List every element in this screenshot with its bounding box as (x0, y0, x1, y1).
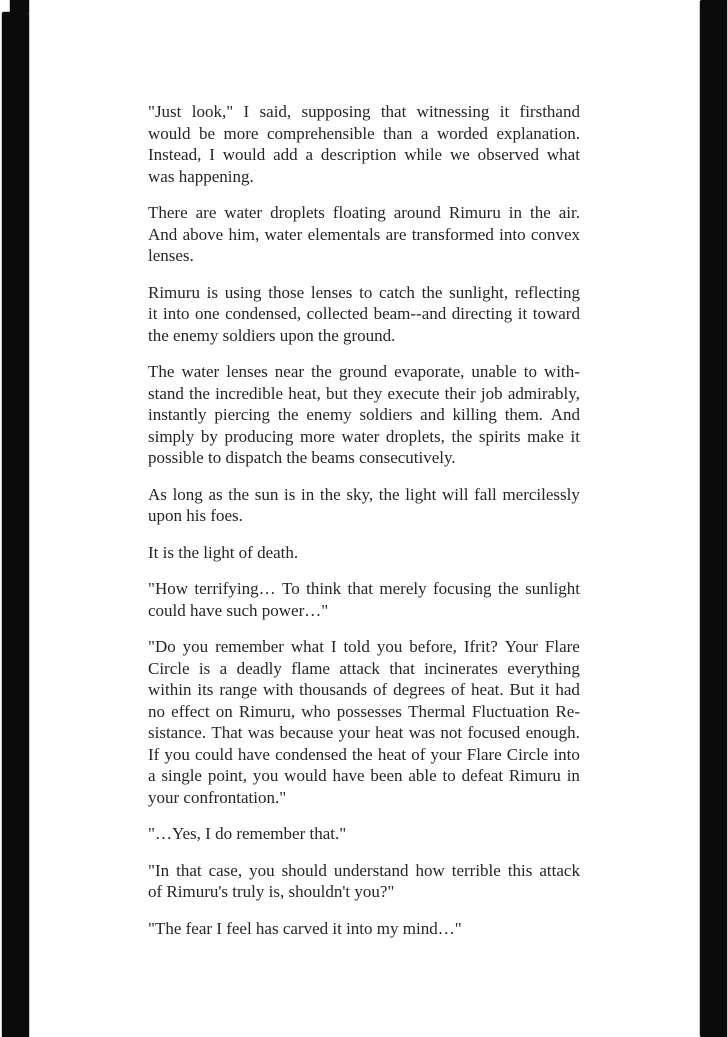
word: those (268, 282, 305, 302)
text-line: your confrontation." (148, 787, 287, 807)
word: mercilessly (502, 484, 580, 504)
word: attack (339, 658, 380, 678)
word: Re- (555, 701, 580, 721)
word: toward (532, 304, 580, 323)
word: I (243, 102, 250, 121)
word: that (347, 579, 373, 598)
word: that (389, 658, 415, 678)
word: catch (379, 282, 415, 302)
scan-edge-right-bar (700, 0, 727, 1037)
word: their (444, 383, 476, 403)
word: its (197, 680, 214, 699)
word: are (385, 224, 407, 244)
word: merely (379, 579, 427, 598)
word: before, (409, 637, 457, 656)
word: it (148, 304, 158, 323)
scan-edge-left-nub (10, 0, 29, 14)
word: not (440, 723, 463, 742)
word: enough. (525, 723, 580, 742)
text-line (148, 123, 580, 145)
word: is (284, 484, 296, 504)
word: heat, (288, 383, 321, 403)
word: would (284, 766, 327, 785)
word: what (290, 637, 324, 656)
text-line: upon his foes. (148, 506, 243, 525)
word: sunlight, (449, 282, 509, 302)
word: within (148, 680, 192, 699)
word: the (277, 405, 299, 424)
word: air. (558, 203, 580, 222)
text-line: "The fear I feel has carved it into my mind…" (148, 918, 462, 938)
text-line (148, 144, 580, 166)
word: collected (306, 304, 369, 323)
word: And (550, 405, 580, 424)
word: are (195, 203, 217, 222)
word: degrees (393, 680, 446, 699)
word: was (408, 723, 436, 742)
word: no (148, 701, 165, 721)
text-line: lenses. (148, 246, 194, 265)
word: the (228, 484, 250, 504)
word: heat (377, 744, 407, 764)
word: because (279, 723, 334, 742)
word: is (206, 282, 218, 302)
word: focused (467, 723, 521, 742)
word: enemy (306, 405, 352, 424)
word: instantly (148, 405, 207, 424)
word: terrifying… (194, 579, 276, 598)
word: evaporate, (394, 362, 465, 381)
word: possesses (336, 701, 402, 721)
word: into (163, 304, 190, 323)
word: by (200, 426, 218, 446)
word: had (555, 680, 580, 699)
paragraph (148, 202, 580, 267)
text-line: It is the light of death. (148, 542, 299, 562)
word: Rimuru (148, 282, 200, 302)
word: everything (507, 658, 580, 678)
text-line (148, 860, 580, 882)
word: the (189, 383, 210, 403)
word: unable (471, 362, 517, 381)
word: sky, (346, 484, 374, 504)
text-line (148, 101, 580, 123)
word: "How (148, 579, 188, 598)
text-line (148, 404, 580, 426)
word: while (404, 145, 443, 164)
word: be (199, 123, 216, 143)
word: sun (254, 484, 279, 504)
word: of (411, 744, 426, 764)
word: than (383, 123, 413, 143)
paragraph (148, 542, 580, 564)
word: who (301, 701, 331, 721)
word: Fluctuation (471, 701, 550, 721)
text-line (148, 224, 580, 246)
word: able (408, 766, 437, 785)
word: look," (191, 102, 234, 121)
word: The (148, 362, 175, 381)
word: to (359, 282, 373, 302)
text-line: possible to dispatch the beams consecutively. (148, 448, 456, 467)
paragraph (148, 918, 580, 940)
word: Rimuru (448, 203, 501, 222)
word: but (326, 383, 348, 403)
word: the (319, 484, 341, 504)
word: water (181, 362, 220, 381)
word: terrible (451, 860, 501, 880)
word: your (430, 744, 462, 764)
word: the (530, 203, 551, 222)
word: To (282, 579, 300, 598)
word: it (517, 304, 528, 323)
word: told (343, 637, 370, 656)
word: single (161, 766, 202, 785)
word: floating (332, 203, 386, 222)
word: would (148, 123, 191, 143)
word: more (300, 426, 335, 446)
word: witnessing (416, 102, 490, 121)
word: with (263, 680, 294, 699)
word: thousands (299, 680, 368, 699)
word: incinerates (424, 658, 498, 678)
word: think (306, 579, 342, 598)
word: what (546, 145, 580, 164)
text-line (148, 679, 580, 701)
word: directing (451, 304, 513, 323)
word: add (273, 145, 298, 164)
page-text-block (148, 101, 580, 954)
word: Circle (148, 658, 190, 678)
word: in (301, 484, 315, 504)
word: light (405, 484, 437, 504)
word: convex (530, 224, 580, 244)
word: description (320, 145, 397, 164)
text-line (148, 701, 580, 723)
word: in (508, 203, 523, 222)
word: one (195, 304, 220, 323)
word: droplets, (385, 426, 445, 446)
word: was (247, 723, 275, 742)
word: effect (171, 701, 210, 721)
word: incredible (215, 383, 284, 403)
word: it (499, 102, 510, 121)
word: as (208, 484, 223, 504)
word: to (523, 362, 537, 381)
word: you (249, 860, 275, 880)
word: Circle (506, 744, 549, 764)
word: Ifrit? (463, 637, 498, 656)
word: would (222, 145, 266, 164)
paragraph (148, 578, 580, 621)
text-line (148, 578, 580, 600)
word: ground (338, 362, 388, 381)
word: That (211, 723, 243, 742)
word: to (442, 766, 456, 785)
paragraph (148, 282, 580, 347)
word: piercing (214, 405, 271, 424)
word: water (264, 224, 303, 244)
word: him, (228, 224, 260, 244)
word: supposing (301, 102, 371, 121)
text-line (148, 383, 580, 405)
word: water (224, 203, 263, 222)
word: on (215, 701, 233, 721)
word: flame (291, 658, 330, 678)
word: we (449, 145, 470, 164)
word: transformed (411, 224, 494, 244)
word: elementals (307, 224, 381, 244)
word: said, (259, 102, 292, 121)
word: simply (148, 426, 195, 446)
word: the (497, 579, 519, 598)
word: have (332, 766, 365, 785)
word: job (480, 383, 503, 403)
word: focusing (433, 579, 492, 598)
word: into (499, 224, 526, 244)
word: execute (387, 383, 440, 403)
text-line (148, 303, 580, 325)
word: them. (504, 405, 543, 424)
word: sistance. (148, 723, 207, 742)
paragraph (148, 860, 580, 903)
word: into (553, 744, 580, 764)
word: that (380, 102, 407, 121)
word: As (148, 484, 167, 504)
text-line (148, 744, 580, 766)
paragraph (148, 361, 580, 469)
word: Flare (544, 637, 580, 656)
word: fall (474, 484, 497, 504)
word: a (148, 766, 156, 785)
word: it (539, 680, 550, 699)
word: killing (452, 405, 497, 424)
word: should (281, 860, 327, 880)
paragraph (148, 636, 580, 808)
word: they (352, 383, 383, 403)
text-line (148, 658, 580, 680)
word: spirits (478, 426, 521, 446)
word: understand (333, 860, 409, 880)
word: will (442, 484, 469, 504)
word: you (252, 766, 279, 785)
word: producing (224, 426, 294, 446)
word: And (148, 224, 178, 244)
word: There (148, 203, 188, 222)
word: been (370, 766, 403, 785)
word: worded (436, 123, 488, 143)
word: comprehensible (266, 123, 375, 143)
word: long (172, 484, 203, 504)
word: more (223, 123, 259, 143)
word: have (237, 744, 270, 764)
word: with- (544, 362, 580, 381)
word: water (341, 426, 380, 446)
text-line: "…Yes, I do remember that." (148, 824, 347, 843)
word: attack (539, 860, 580, 880)
word: how (415, 860, 445, 880)
word: the (351, 744, 373, 764)
word: Your (504, 637, 538, 656)
word: that (176, 860, 202, 880)
word: I (209, 145, 215, 164)
word: it (570, 426, 580, 446)
word: deadly (236, 658, 282, 678)
word: above (182, 224, 224, 244)
paragraph (148, 101, 580, 187)
text-line: was happening. (148, 166, 254, 186)
word: your (338, 723, 370, 742)
word: make (527, 426, 564, 446)
word: near (274, 362, 305, 381)
word: a (420, 123, 429, 143)
word: Rimuru, (238, 701, 296, 721)
word: and (420, 405, 445, 424)
word: sunlight (525, 579, 580, 598)
text-line (148, 484, 580, 506)
word: lenses (226, 362, 268, 381)
word: defeat (461, 766, 504, 785)
word: "In (148, 860, 170, 880)
word: a (305, 145, 314, 164)
word: this (507, 860, 533, 880)
word: firsthand (519, 102, 580, 121)
word: "Just (148, 102, 182, 121)
text-line (148, 282, 580, 304)
word: reflecting (514, 282, 580, 302)
word: explanation. (496, 123, 580, 143)
word: the (421, 282, 443, 302)
word: condensed, (225, 304, 302, 323)
word: But (509, 680, 535, 699)
text-line: could have such power…" (148, 600, 329, 620)
scan-edge-left-bar (2, 12, 29, 1037)
word: admirably, (507, 383, 580, 403)
word: case, (208, 860, 243, 880)
word: soldiers (359, 405, 413, 424)
word: Rimuru (508, 766, 561, 785)
word: beam--and (373, 304, 447, 323)
word: I (330, 637, 337, 656)
word: condensed (275, 744, 347, 764)
word: of (450, 680, 466, 699)
word: droplets (270, 203, 325, 222)
word: the (451, 426, 473, 446)
word: is (198, 658, 211, 678)
text-line (148, 765, 580, 787)
word: of (373, 680, 388, 699)
text-line: of Rimuru's truly is, shouldn't you?" (148, 882, 395, 901)
word: Thermal (408, 701, 466, 721)
text-line (148, 361, 580, 383)
word: lenses (310, 282, 353, 302)
word: If (148, 744, 160, 764)
word: "Do (148, 637, 176, 656)
word: a (219, 658, 228, 678)
word: remember (215, 637, 284, 656)
text-line (148, 202, 580, 224)
word: range (219, 680, 258, 699)
text-line: the enemy soldiers upon the ground. (148, 325, 396, 345)
word: Flare (466, 744, 502, 764)
word: observed (477, 145, 540, 164)
word: could (195, 744, 233, 764)
word: heat (375, 723, 404, 742)
word: you (182, 637, 209, 656)
text-line (148, 426, 580, 448)
word: heat. (471, 680, 504, 699)
text-line (148, 722, 580, 744)
paragraph (148, 484, 580, 527)
word: stand (148, 383, 184, 403)
paragraph (148, 823, 580, 845)
word: the (311, 362, 332, 381)
word: you (376, 637, 403, 656)
text-line (148, 636, 580, 658)
word: point, (207, 766, 248, 785)
word: in (566, 766, 580, 785)
word: around (393, 203, 441, 222)
word: the (378, 484, 400, 504)
word: using (224, 282, 262, 302)
word: you (164, 744, 190, 764)
word: Instead, (148, 145, 202, 164)
